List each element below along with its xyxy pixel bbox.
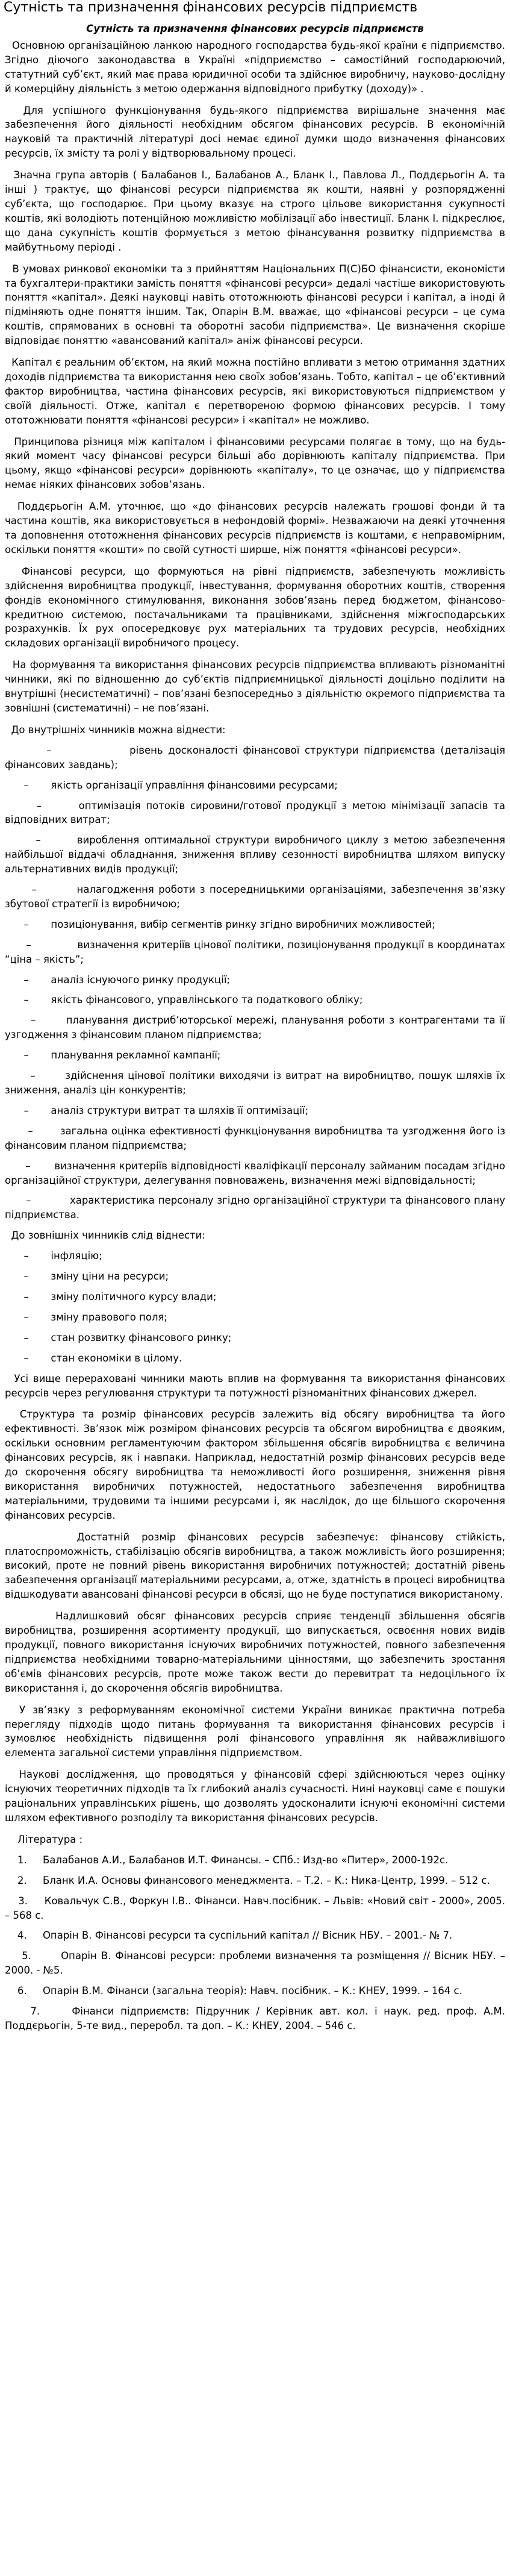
references-heading: Література : [5,1833,83,1845]
paragraph: На формування та використання фінансових ресурсів підприємства впливають різноманітні чинники, які по відношенню до суб’єктів підприємницької діяльності доцільно поділити на внутрішні (несистематичні) – пов’язані безпосередньо з діяльністю окремого підприємства та зовнішні (систематичні) – не пов’язані. [5,659,505,714]
list-item: – планування рекламної кампанії; [5,1049,221,1061]
list-item: – якість фінансового, управлінського та податкового обліку; [5,994,363,1006]
paragraph: Усі вище перераховані чинники мають вплив на формування та використання фінансових ресурсів через регулювання структури та потужності різноманітних фінансових джерел. [5,1372,505,1399]
list-item: – вироблення оптимальної структури виробничого циклу з метою забезпечення найбільшої віддачі обладнання, зниження впливу сезонності виробництва шляхом випуску альтернативних видів продукції; [5,834,505,875]
reference-item: 3. Ковальчук С.В., Форкун І.В.. Фінанси. Навч.посібник. – Львів: «Новий світ - 2000», 2005. – 568 с. [5,1895,505,1921]
list-item: – зміну ціни на ресурси; [5,1271,169,1283]
paragraph: Структура та розмір фінансових ресурсів залежить від обсягу виробництва та його ефективності. Зв’язок між розміром фінансових ресурсів та обсягом виробництва є двояким, оскільки основним регламентуючим фактором збільшення обсягів виробництва є величина фінансових ресурсів, як і навпаки. Наприклад, недостатній розмір фінансових ресурсів веде до скорочення обсягу виробництва та неможливості його розширення, зниження рівня використання виробничих потужностей, недостатнього забезпечення виробництва матеріальними, трудовими та іншими ресурсами і, як наслідок, до ще більшого скорочення фінансових ресурсів. [5,1408,505,1521]
internal-factors-intro: До внутрішніх чинників можна віднести: [5,724,226,736]
list-item: – планування дистриб’юторської мережі, планування роботи з контрагентами та її узгодження з фінансовим планом підприємства; [5,1014,505,1041]
page-title: Сутність та призначення фінансових ресурсів підприємств [4,0,418,15]
reference-item: 4. Опарін В. Фінансові ресурси та суспільний капітал // Вісник НБУ. – 2001.- № 7. [5,1930,453,1942]
list-item: – аналіз існуючого ринку продукції; [5,974,230,986]
list-item: – інфляцію; [5,1250,102,1262]
list-item: – позиціонування, вибір сегментів ринку згідно виробничих можливостей; [5,918,435,930]
reference-item: 1. Балабанов А.И., Балабанов И.Т. Финансы. – СПб.: Изд-во «Питер», 2000-192с. [5,1854,449,1866]
reference-item: 2. Бланк И.А. Основы финансового менеджмента. – Т.2. – К.: Ника-Центр, 1999. – 512 с. [5,1874,490,1886]
paragraph: Надлишковий обсяг фінансових ресурсів сприяє тенденції збільшення обсягів виробництва, розширення асортименту продукції, що випускається, освоєння нових видів продукції, повного використання існуючих виробничих потужностей, повного забезпечення підприємства необхідними товарно-матеріальними цінностями, що забезпечить зростання об’ємів фінансових ресурсів, проте може також вести до перевитрат та недоцільного їх використання і, до скорочення обсягів виробництва. [5,1610,505,1694]
paragraph: Значна група авторів ( Балабанов І., Балабанов А., Бланк І., Павлова Л., Поддєрьогін А. та інші ) трактує, що фінансові ресурси підприємства як кошти, наявні у розпорядженні суб’єкта, що господарює. При цьому вказує на строго цільове використання сукупності коштів, які володіють потенційною можливістю мобілізації або інвестиції. Бланк І. підкреслює, що дана сукупність коштів формується з метою фінансування розвитку підприємства в майбутньому періоді . [5,169,505,253]
paragraph: Основною організаційною ланкою народного господарства будь-якої країни є підприємство. Згідно діючого законодавства в Україні «підприємство – самостійний господарюючий, статутний суб’єкт, який має права юридичної особи та здійснює виробничу, науково-дослідну й комерційну діяльність з метою одержання відповідного прибутку (доходу)» . [5,39,505,95]
list-item: – визначення критеріїв цінової політики, позиціонування продукції в координатах “ціна – якість”; [5,939,505,965]
list-item: – якість організації управління фінансовими ресурсами; [5,779,338,791]
reference-item: 6. Опарін В.М. Фінанси (загальна теорія): Навч. посібник. – К.: КНЕУ, 1999. – 164 с. [5,1985,462,1997]
reference-item: 5. Опарін В. Фінансові ресурси: проблеми визначення та розміщення // Вісник НБУ. – 2000. - №5. [5,1950,505,1977]
list-item: – стан розвитку фінансового ринку; [5,1331,232,1343]
list-item: – налагодження роботи з посередницькими організаціями, забезпечення зв’язку збутової стратегії із виробничою; [5,884,505,910]
paragraph: В умовах ринкової економіки та з прийняттям Національних П(С)БО фінансисти, економісти та бухгалтери-практики замість поняття «фінансові ресурси» дедалі частіше використовують поняття «капітал». Деякі науковці навіть ототожнюють фінансові ресурси і капітал, а іноді й підміняють одне поняття іншим. Так, Опарін В.М. вважає, що «фінансові ресурси – це сума коштів, спрямованих в основні та оборотні засоби підприємства». Це визначення скоріше відповідає поняттю «авансований капітал» аніж фінансові ресурси. [5,263,505,347]
list-item: – зміну правового поля; [5,1311,167,1323]
list-item: – зміну політичного курсу влади; [5,1290,217,1302]
list-item: – оптимізація потоків сировини/готової продукції з метою мінімізації запасів та відповідних витрат; [5,799,505,826]
external-factors-intro: До зовнішніх чинників слід віднести: [5,1230,205,1242]
paragraph: Наукові дослідження, що проводяться у фінансовій сфері здійснюються через оцінку існуючих теоретичних підходів та їх глибокий аналіз сучасності. Нині науковці саме є пошуки раціональних управлінських рішень, що дозволять удосконалити існуючі економічні системи шляхом ефективного розподілу та використання фінансових ресурсів. [5,1769,505,1824]
paragraph: У зв’язку з реформуванням економічної системи України виникає практична потреба перегляду підходів щодо питань формування та використання фінансових ресурсів і зумовлює необхідність підвищення ролі фінансового управління як найважливішого елемента загальної системи управління підприємством. [5,1704,505,1759]
paragraph: Для успішного функціонування будь-якого підприємства вирішальне значення має забезпечення його діяльності необхідним обсягом фінансових ресурсів. В економічній науковій та практичній літературі досі немає єдиної думки щодо визначення фінансових ресурсів, їх змісту та ролі у відтворювальному процесі. [5,104,505,160]
list-item: – рівень досконалості фінансової структури підприємства (деталізація фінансових завдань); [5,744,505,771]
section-subtitle: Сутність та призначення фінансових ресурсів підприємств [86,23,424,34]
paragraph: Достатній розмір фінансових ресурсів забезпечує: фінансову стійкість, платоспроможність, стабілізацію обсягів виробництва, а також можливість його розширення; високий, протe не повний рівень використання виробничих потужностей; достатній рівень забезпечення організації матеріальними ресурсами, а, отже, здатність в процесі виробництва відшкодувати авансовані фінансові ресурси в обсязі, що не буде поступатися використаному. [5,1531,505,1601]
paragraph: Фінансові ресурси, що формуються на рівні підприємств, забезпечують можливість здійснення виробництва продукції, інвестування, формування оборотних коштів, створення фондів економічного стимулювання, виконання зобов’язань перед бюджетом, фінансово-кредитною системою, постачальниками та працівниками, здійснення міжгосподарських розрахунків. Їх рух опосередковує рух матеріальних та трудових ресурсів, необхідних складових організації виробничого процесу. [5,565,505,649]
paragraph: Принципова різниця між капіталом і фінансовими ресурсами полягає в тому, що на будь-який момент часу фінансові ресурси більші або дорівнюють капіталу підприємства. При цьому, якщо «фінансові ресурси» дорівнюють «капіталу», то це означає, що у підприємства немає ніяких фінансових зобов’язань. [5,436,505,491]
reference-item: 7. Фінанси підприємств: Підручник / Керівник авт. кол. і наук. ред. проф. А.М. Поддєрьогін, 5-те вид., переробл. та доп. – К.: КНЕУ, 2004. – 546 с. [5,2005,505,2031]
list-item: – визначення критеріїв відповідності кваліфікації персоналу займаним посадам згідно організаційної структури, делегування повноважень, визначення межі відповідальності; [5,1160,505,1186]
list-item: – аналіз структури витрат та шляхів її оптимізації; [5,1104,309,1116]
list-item: – здійснення цінової політики виходячи із витрат на виробництво, пошук шляхів їх зниження, аналіз цін конкурентів; [5,1070,505,1096]
paragraph: Капітал є реальним об’єктом, на який можна постійно впливати з метою отримання здатних доходів підприємства та використання нею своїх зобов’язань. Тобто, капітал – це об’єктивний фактор виробництва, частина фінансових ресурсів, які використовуються підприємством у своїй діяльності. Отже, капітал є перетвореною формою фінансових ресурсів. І тому ототожнювати поняття «фінансові ресурси» і «капітал» не можливо. [5,357,505,426]
paragraph: Поддєрьогін А.М. уточнює, що «до фінансових ресурсів належать грошові фонди й та частина коштів, яка використовується в нефондовій формі». Незважаючи на деякі уточнення та доповнення ототожнення фінансових ресурсів підприємств із коштами, є неправомірним, оскільки поняття «кошти» по своїй сутності ширше, ніж поняття «фінансові ресурси». [5,501,505,555]
list-item: – характеристика персоналу згідно організаційної структури та фінансового плану підприємства. [5,1195,505,1221]
list-item: – загальна оцінка ефективності функціонування виробництва та узгодження його із фінансовим планом підприємства; [5,1125,505,1151]
list-item: – стан економіки в цілому. [5,1352,182,1364]
